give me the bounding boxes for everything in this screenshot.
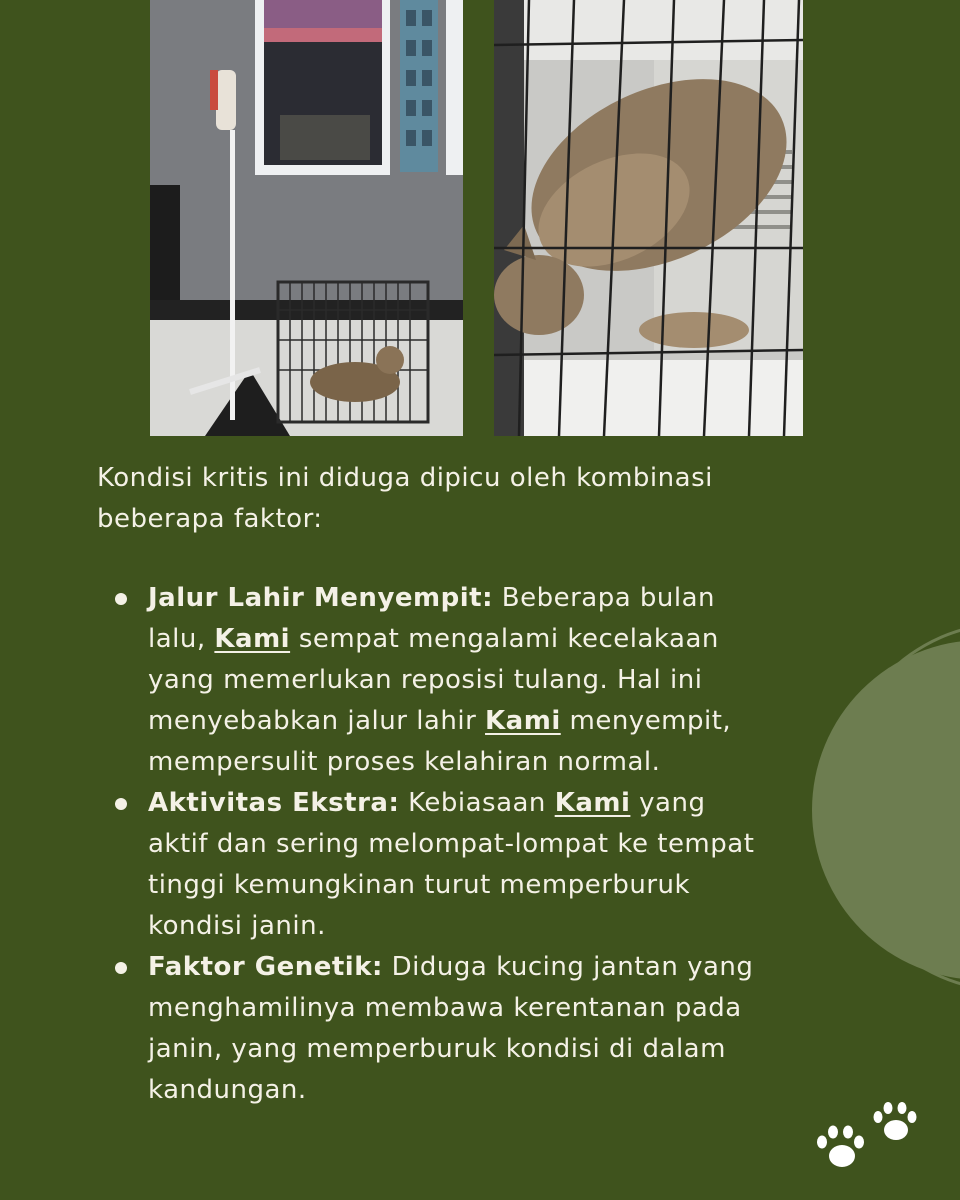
list-item <box>112 783 762 947</box>
photo-cat-in-cage-with-iv-stand <box>150 0 463 436</box>
list-item <box>112 578 762 783</box>
bullet-icon <box>115 593 127 605</box>
fact-text: yang aktif dan sering melompat-lompat ke tempat tinggi kemungkinan turut memperburuk kondisi janin. <box>148 788 755 941</box>
fact-title: Jalur Lahir Menyempit: <box>148 583 493 613</box>
paw-prints-icon <box>810 1100 930 1180</box>
cat-name-link[interactable]: Kami <box>485 706 561 736</box>
fact-title: Faktor Genetik: <box>148 952 383 982</box>
fact-text: menyempit, mempersulit proses kelahiran normal. <box>148 706 732 777</box>
fact-text: Diduga kucing jantan yang menghamilinya membawa kerentanan pada janin, yang memperburuk kondisi di dalam kandungan. <box>148 952 754 1105</box>
fact-text: Beberapa bulan lalu, <box>148 583 716 654</box>
fact-text: sempat mengalami kecelakaan yang memerlukan reposisi tulang. Hal ini menyebabkan jalur lahir <box>148 624 719 736</box>
bullet-icon <box>115 962 127 974</box>
fact-title: Aktivitas Ekstra: <box>148 788 400 818</box>
list-item <box>112 947 762 1111</box>
factor-list <box>112 578 762 1111</box>
fact-text: Kebiasaan <box>399 788 555 818</box>
intro-text: Kondisi kritis ini diduga dipicu oleh kombinasi beberapa faktor: <box>97 463 713 534</box>
decorative-circle <box>812 640 960 980</box>
cat-name-link[interactable]: Kami <box>554 788 631 818</box>
photo-cat-lying-in-cage <box>494 0 803 436</box>
bullet-icon <box>115 798 127 810</box>
cat-name-link[interactable]: Kami <box>214 624 291 654</box>
